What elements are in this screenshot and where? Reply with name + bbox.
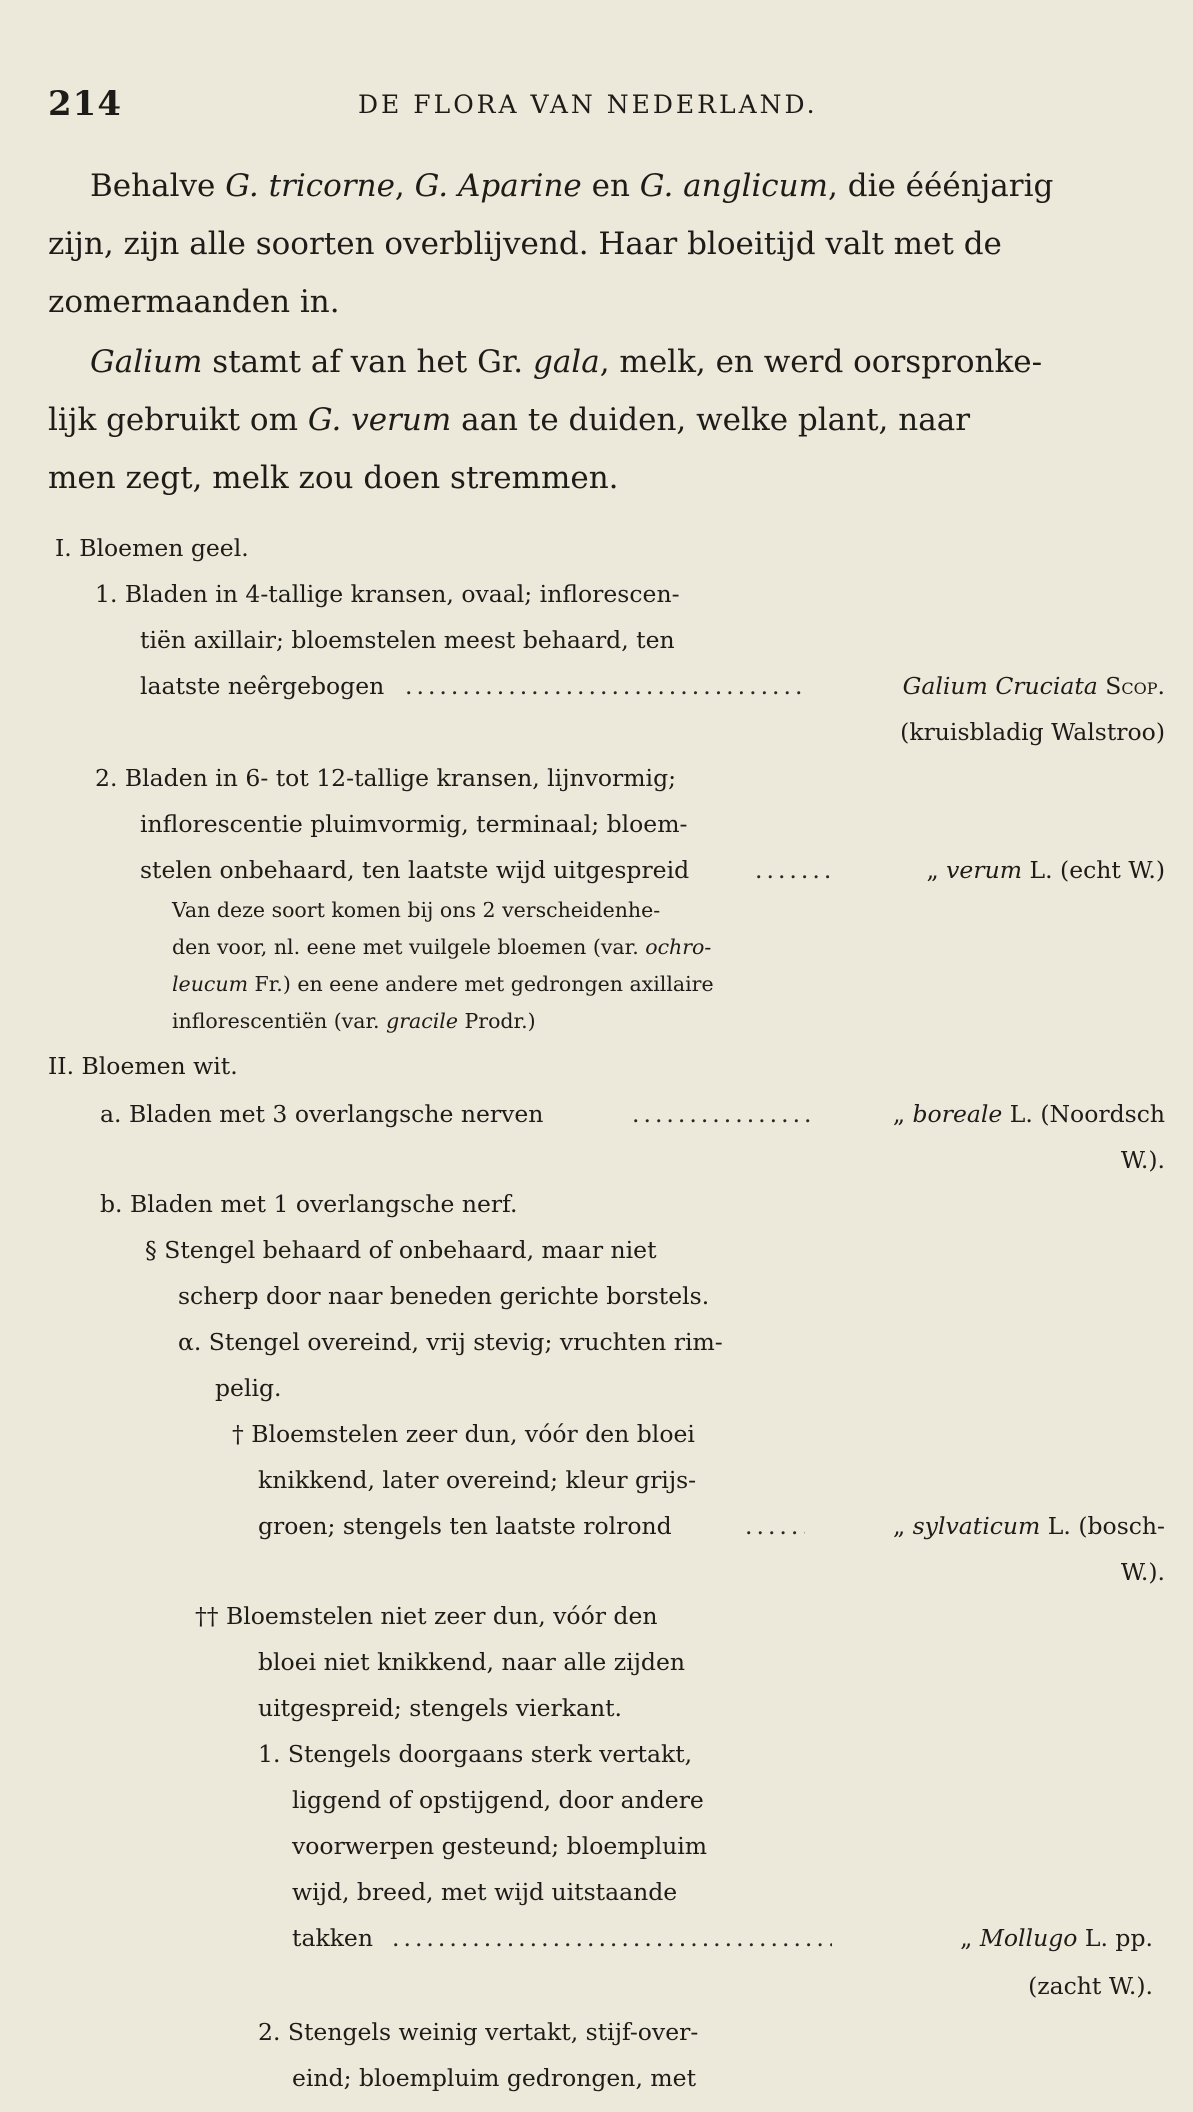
mollugo-line-4: wijd, breed, met wijd uitstaande — [292, 1878, 678, 1906]
intro-line-4 — [90, 344, 1042, 380]
key-group-II: II. Bloemen wit. — [48, 1052, 238, 1080]
taxon: G. Aparine — [414, 168, 582, 204]
dagger-1-taxon — [893, 1512, 1165, 1540]
taxon: Galium Cruciata — [902, 672, 1098, 700]
taxon: leucum — [172, 972, 249, 996]
note-line-1: Van deze soort komen bij ons 2 verscheidenhe- — [172, 898, 661, 922]
taxon: gracile — [386, 1009, 458, 1033]
key-1-line-3: laatste neêrgebogen — [140, 672, 385, 700]
key-2-line-3: stelen onbehaard, ten laatste wijd uitgespreid — [140, 856, 690, 884]
running-head: DE FLORA VAN NEDERLAND. — [358, 90, 818, 119]
dot-leader — [405, 672, 805, 700]
key-1-taxon — [903, 672, 1165, 700]
page-header — [48, 84, 1158, 128]
taxon: G. verum — [307, 402, 452, 438]
taxon: G. tricorne — [225, 168, 395, 204]
key-1-common-name: (kruisbladig Walstroo) — [900, 718, 1165, 746]
author: Scop. — [1105, 672, 1165, 700]
mollugo-line-1: 1. Stengels doorgaans sterk vertakt, — [258, 1740, 693, 1768]
note-line-3 — [172, 972, 714, 996]
section-line-2: scherp door naar beneden gerichte borstels. — [178, 1282, 710, 1310]
page-number: 214 — [48, 84, 122, 124]
text: n- — [656, 580, 680, 608]
dagger-1-line-3: groen; stengels ten laatste rolrond — [258, 1512, 672, 1540]
dagger-2-line-1: †† Bloemstelen niet zeer dun, vóór den — [195, 1602, 658, 1630]
text: lijk gebruikt om — [48, 402, 308, 438]
alpha-line-1: α. Stengel overeind, vrij stevig; vruchten rim- — [178, 1328, 723, 1356]
text: , melk, en werd oorspronke- — [599, 344, 1043, 380]
text: en — [581, 168, 640, 204]
intro-line-5 — [48, 402, 970, 438]
key-1-line-2: tiën axillair; bloemstelen meest behaard, ten — [140, 626, 675, 654]
intro-line-2: zijn, zijn alle soorten overblijvend. Haar bloeitijd valt met de — [48, 226, 1002, 262]
alpha-line-2: pelig. — [215, 1374, 282, 1402]
text: , — [394, 168, 415, 204]
mollugo-taxon — [960, 1924, 1153, 1952]
key-2b-line-2: eind; bloempluim gedrongen, met — [292, 2064, 697, 2092]
key-1-line-1 — [95, 580, 680, 608]
ditto-mark: „ — [892, 1512, 906, 1540]
text: , die ééénjarig — [828, 168, 1054, 204]
mollugo-common-name: (zacht W.). — [1028, 1972, 1153, 2000]
dot-leader — [392, 1924, 832, 1952]
dagger-1-line-1: † Bloemstelen zeer dun, vóór den bloei — [232, 1420, 695, 1448]
note-line-4 — [172, 1009, 536, 1033]
text: Prodr.) — [457, 1009, 536, 1033]
text: Behalve — [90, 168, 226, 204]
key-2-taxon — [926, 856, 1165, 884]
note-line-2 — [172, 935, 711, 959]
dagger-2-line-2: bloei niet knikkend, naar alle zijden — [258, 1648, 686, 1676]
section-line-1: § Stengel behaard of onbehaard, maar niet — [145, 1236, 657, 1264]
key-a-cont: W.). — [1120, 1146, 1165, 1174]
ditto-mark: „ — [960, 1924, 973, 1952]
author: L. (echt W.) — [1029, 856, 1165, 884]
key-a-line-1: a. Bladen met 3 overlangsche nerven — [100, 1100, 544, 1128]
key-group-I: I. Bloemen geel. — [55, 534, 249, 562]
ditto-mark: „ — [892, 1100, 906, 1128]
author: L. pp. — [1084, 1924, 1153, 1952]
text: Fr.) en eene andere met gedrongen axillaire — [248, 972, 714, 996]
taxon: boreale — [912, 1100, 1003, 1128]
text: inflorescentiën (var. — [172, 1009, 387, 1033]
mollugo-line-2: liggend of opstijgend, door andere — [292, 1786, 704, 1814]
dagger-1-cont: W.). — [1120, 1558, 1165, 1586]
taxon: Galium — [90, 344, 203, 380]
key-2b-line-1: 2. Stengels weinig vertakt, stijf-over- — [258, 2018, 699, 2046]
dagger-1-line-2: knikkend, later overeind; kleur grijs- — [258, 1466, 697, 1494]
text: stamt af van het Gr. — [202, 344, 533, 380]
taxon: G. anglicum — [639, 168, 829, 204]
author: L. (Noordsch — [1009, 1100, 1165, 1128]
intro-line-1 — [90, 168, 1053, 204]
taxon: sylvaticum — [912, 1512, 1041, 1540]
dot-leader — [745, 1512, 805, 1540]
intro-line-6: men zegt, melk zou doen stremmen. — [48, 460, 619, 496]
mollugo-line-5: takken — [292, 1924, 373, 1952]
dot-leader — [632, 1100, 812, 1128]
mollugo-line-3: voorwerpen gesteund; bloempluim — [292, 1832, 708, 1860]
taxon: ochro- — [645, 935, 712, 959]
text: 1. Bladen in 4-tallige kransen, ovaal; infloresce — [95, 580, 657, 608]
text: aan te duiden, welke plant, naar — [451, 402, 971, 438]
dagger-2-line-3: uitgespreid; stengels vierkant. — [258, 1694, 623, 1722]
taxon: verum — [946, 856, 1022, 884]
ditto-mark: „ — [926, 856, 939, 884]
key-2-line-2: inflorescentie pluimvormig, terminaal; bloem- — [140, 810, 688, 838]
taxon: Mollugo — [979, 1924, 1078, 1952]
intro-line-3: zomermaanden in. — [48, 284, 340, 320]
key-2-line-1: 2. Bladen in 6- tot 12-tallige kransen, lijnvormig; — [95, 764, 677, 792]
text: den voor, nl. eene met vuilgele bloemen (var. — [172, 935, 646, 959]
dot-leader — [755, 856, 835, 884]
key-b-line-1: b. Bladen met 1 overlangsche nerf. — [100, 1190, 518, 1218]
author: L. (bosch- — [1047, 1512, 1165, 1540]
term: gala — [532, 344, 600, 380]
key-a-taxon — [893, 1100, 1165, 1128]
